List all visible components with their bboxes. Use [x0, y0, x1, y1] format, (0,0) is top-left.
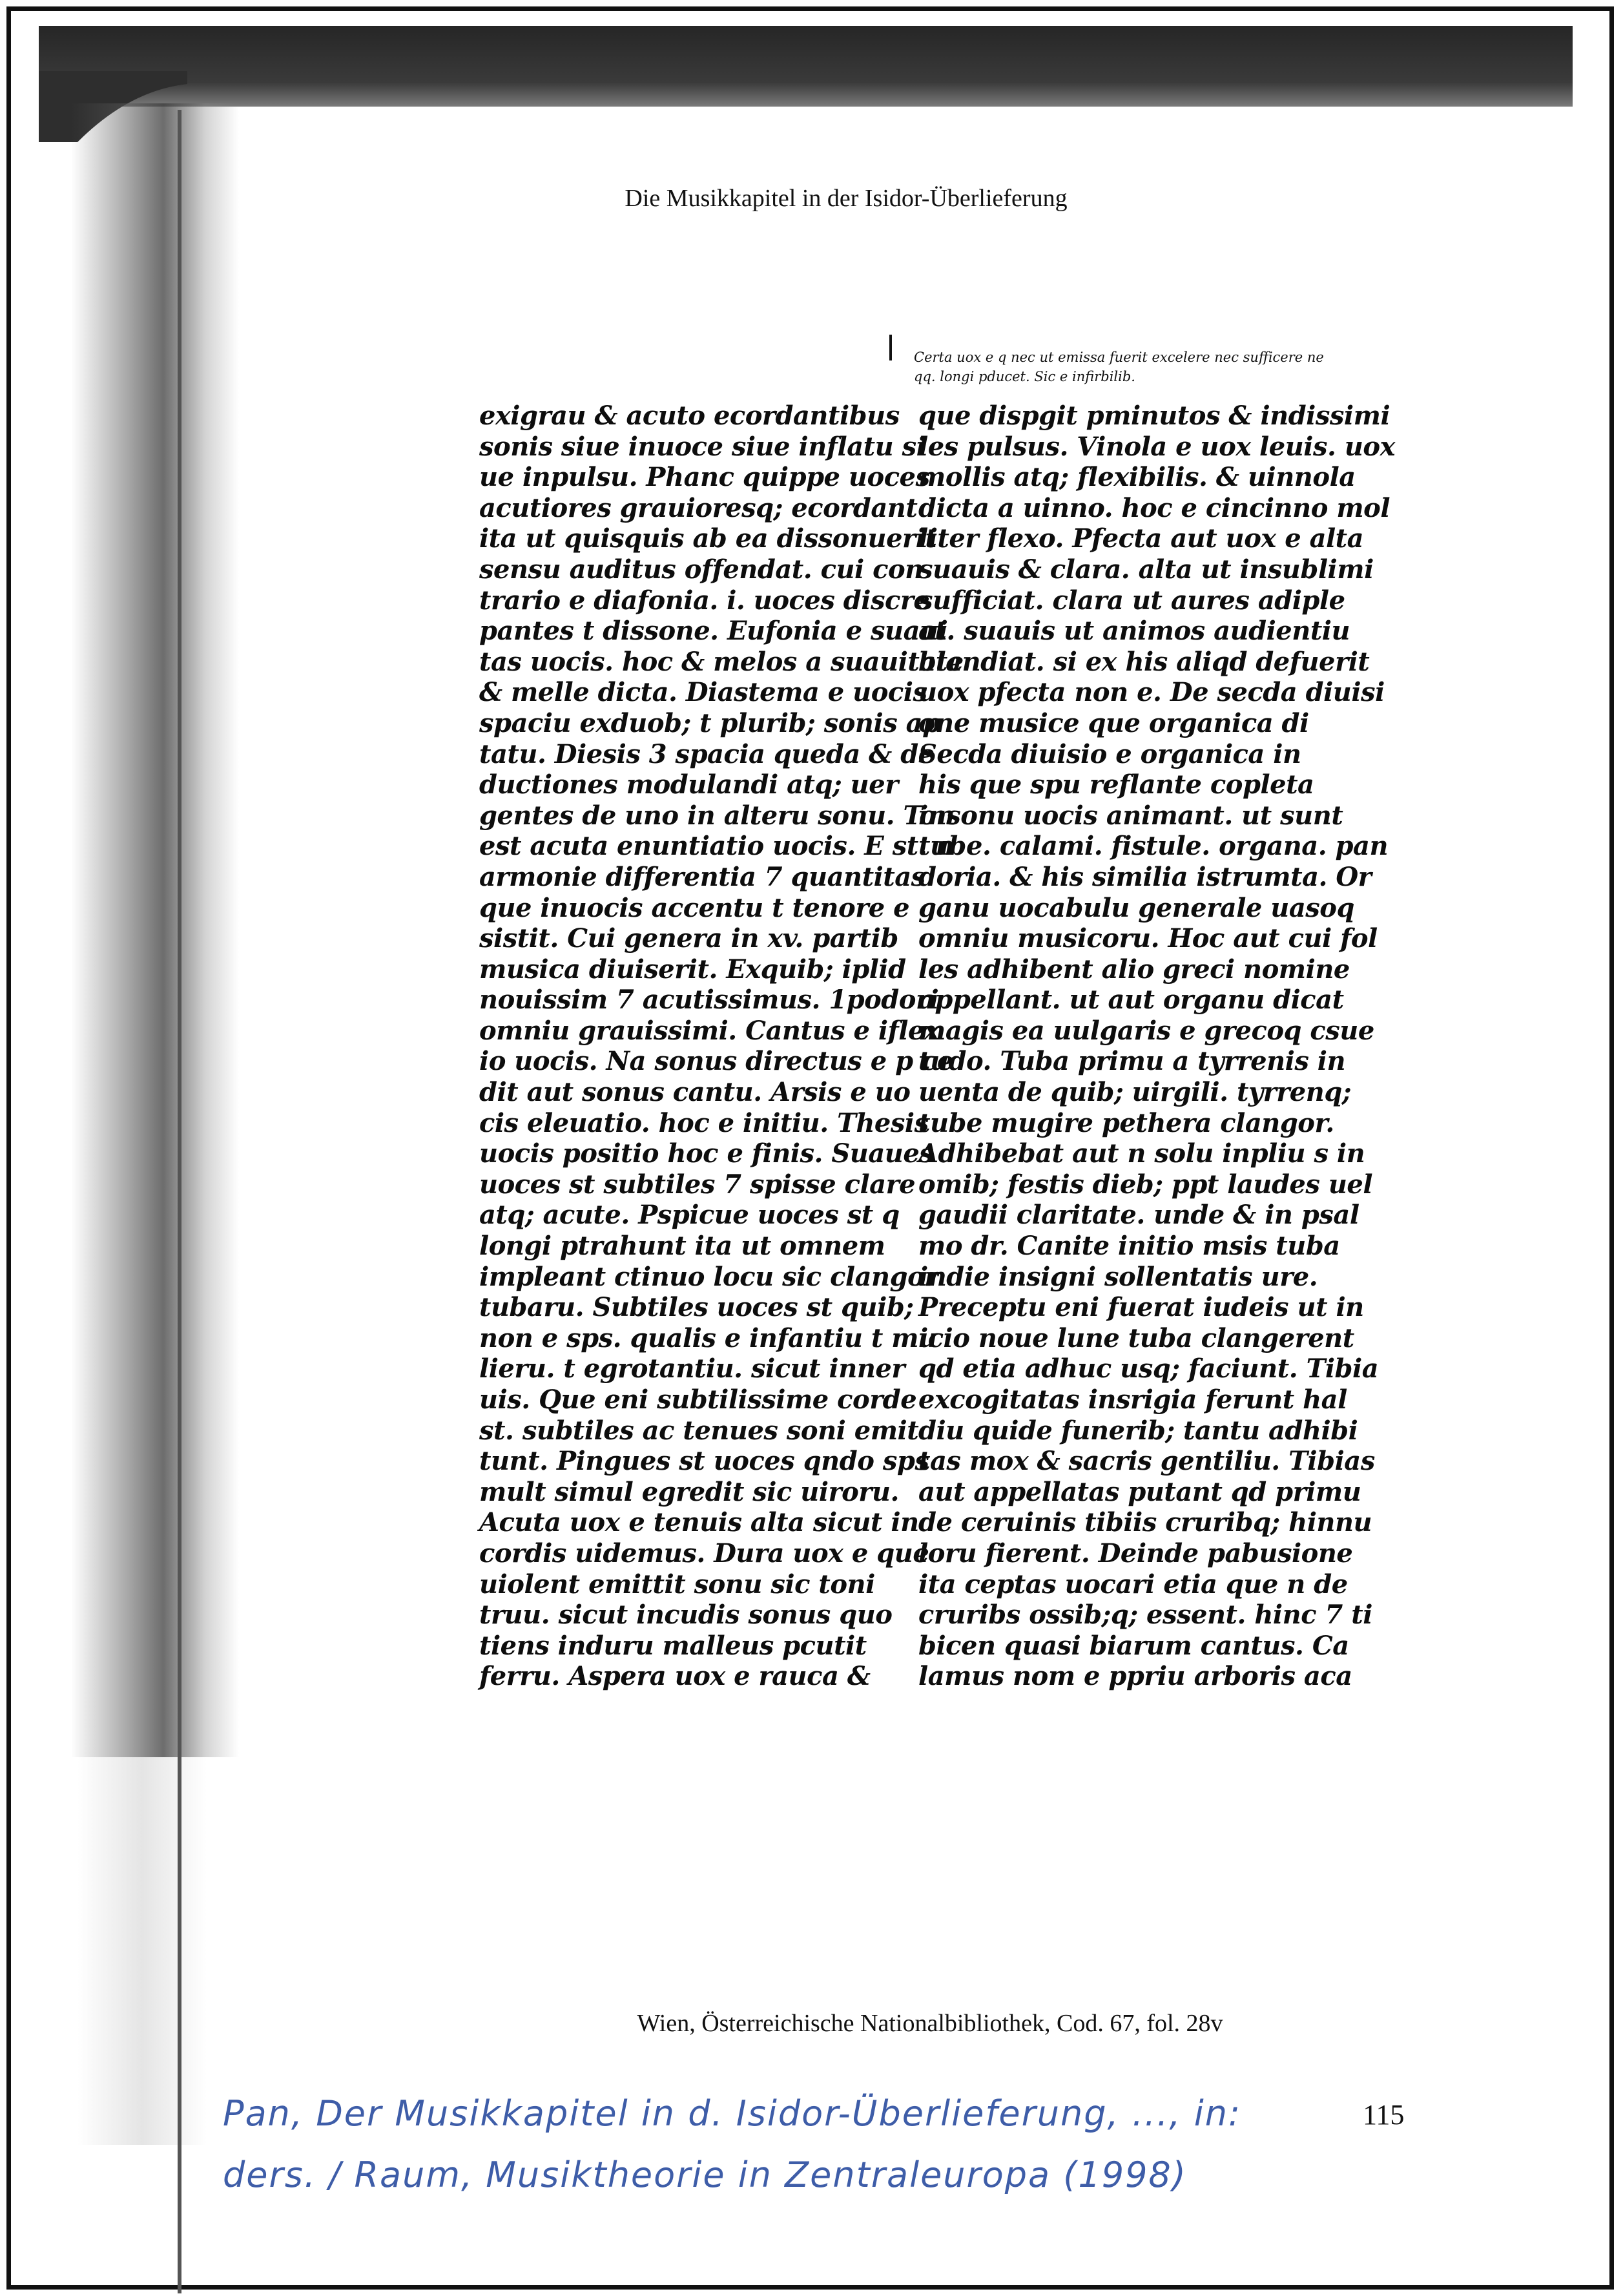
manuscript-line: sufficiat. clara ut aures adiple	[918, 585, 1345, 616]
manuscript-line: spaciu exduob; t plurib; sonis ap	[479, 707, 940, 738]
manuscript-line: tas uocis. hoc & melos a suauitate	[479, 646, 964, 677]
manuscript-line: est acuta enuntiatio uocis. E st. n	[479, 831, 955, 862]
manuscript-line: lamus nom e ppriu arboris aca	[918, 1661, 1352, 1692]
page-number: 115	[1363, 2099, 1405, 2131]
marginal-note-line: qq. longi pducet. Sic e infirbilib.	[914, 369, 1135, 384]
manuscript-line: one musice que organica di	[918, 707, 1309, 738]
marginal-note-line: Certa uox e q nec ut emissa fuerit excelere nec sufficere ne	[914, 350, 1324, 365]
marginal-note	[914, 348, 1385, 386]
manuscript-line: & melle dicta. Diastema e uocis	[479, 677, 927, 708]
manuscript-line: les pulsus. Vinola e uox leuis. uox	[918, 431, 1395, 462]
manuscript-line: tunt. Pingues st uoces qndo sps	[479, 1446, 929, 1477]
manuscript-line: mo dr. Canite initio msis tuba	[918, 1231, 1340, 1262]
manuscript-line: uox pfecta non e. De secda diuisi	[918, 677, 1385, 708]
manuscript-line: cruribs ossib;q; essent. hinc 7 ti	[918, 1600, 1372, 1631]
manuscript-line: io uocis. Na sonus directus e p ce	[479, 1046, 953, 1077]
manuscript-line: Acuta uox e tenuis alta sicut in	[479, 1507, 919, 1538]
manuscript-line: Secda diuisio e organica in	[918, 738, 1301, 769]
manuscript-line: que dispgit pminutos & indissimi	[918, 401, 1390, 431]
manuscript-line: liter flexo. Pfecta aut uox e alta	[918, 523, 1364, 554]
manuscript-line: atq; acute. Pspicue uoces st q	[479, 1200, 900, 1231]
manuscript-line: tudo. Tuba primu a tyrrenis in	[918, 1046, 1346, 1077]
manuscript-line: non e sps. qualis e infantiu t mu	[479, 1322, 937, 1353]
manuscript-line: doria. & his similia istrumta. Or	[918, 861, 1372, 892]
manuscript-line: pantes t dissone. Eufonia e suaui	[479, 616, 948, 647]
manuscript-line: omib; festis dieb; ppt laudes uel	[918, 1169, 1373, 1200]
figure-caption: Wien, Österreichische Nationalbibliothek, Cod. 67, fol. 28v	[637, 2010, 1223, 2037]
manuscript-line: suauis & clara. alta ut insublimi	[918, 554, 1374, 585]
binding-gutter-shadow	[71, 103, 239, 1757]
manuscript-line: ita ut quisquis ab ea dissonuerit	[479, 523, 937, 554]
manuscript-line: diu quide funerib; tantu adhibi	[918, 1415, 1358, 1446]
manuscript-line: impleant ctinuo locu sic clangor	[479, 1261, 938, 1292]
manuscript-line: excogitatas insrigia ferunt hal	[918, 1384, 1347, 1415]
manuscript-line: tubaru. Subtiles uoces st quib;	[479, 1292, 914, 1323]
manuscript-line: loru fierent. Deinde pabusione	[918, 1538, 1353, 1569]
manuscript-line: uis. Que eni subtilissime corde	[479, 1384, 917, 1415]
running-title: Die Musikkapitel in der Isidor-Überlieferung	[625, 185, 1068, 212]
manuscript-line: sensu auditus offendat. cui con	[479, 554, 924, 585]
manuscript-line: cis eleuatio. hoc e initiu. Thesis	[479, 1107, 929, 1138]
manuscript-line: appellant. ut aut organu dicat	[918, 985, 1344, 1016]
manuscript-line: uoces st subtiles 7 spisse clare	[479, 1169, 916, 1200]
manuscript-line: musica diuiserit. Exquib; iplid	[479, 954, 906, 985]
manuscript-line: omniu musicoru. Hoc aut cui fol	[918, 923, 1378, 954]
manuscript-line: his que spu reflante copleta	[918, 769, 1314, 800]
manuscript-line: armonie differentia 7 quantitas	[479, 861, 925, 892]
manuscript-line: Preceptu eni fuerat iudeis ut in	[918, 1292, 1364, 1323]
manuscript-line: ita ceptas uocari etia que n de	[918, 1569, 1348, 1600]
manuscript-line: icio noue lune tuba clangerent	[918, 1322, 1354, 1353]
manuscript-line: qd etia adhuc usq; faciunt. Tibia	[918, 1353, 1379, 1384]
manuscript-line: dit aut sonus cantu. Arsis e uo	[479, 1077, 911, 1108]
manuscript-line: cordis uidemus. Dura uox e que	[479, 1538, 929, 1569]
manuscript-line: ganu uocabulu generale uasoq	[918, 892, 1354, 923]
handwritten-citation-line-2: ders. / Raum, Musiktheorie in Zentraleuropa (1998)	[223, 2155, 1187, 2195]
manuscript-line: ductiones modulandi atq; uer	[479, 769, 898, 800]
manuscript-line: truu. sicut incudis sonus quo	[479, 1600, 893, 1631]
manuscript-line: Adhibebat aut n solu inpliu s in	[918, 1138, 1365, 1169]
manuscript-line: tatu. Diesis 3 spacia queda & de	[479, 738, 935, 769]
manuscript-line: acutiores grauioresq; ecordant	[479, 492, 918, 523]
manuscript-line: gentes de uno in alteru sonu. Ton	[479, 800, 955, 831]
manuscript-line: sonis siue inuoce siue inflatu si	[479, 431, 926, 462]
scan-top-shadow	[39, 26, 1573, 107]
binding-gutter-shadow-lower	[78, 1757, 207, 2145]
manuscript-line: ue inpulsu. Phanc quippe uoces	[479, 462, 930, 493]
manuscript-line: trario e diafonia. i. uoces discre	[479, 585, 930, 616]
manuscript-line: indie insigni sollentatis ure.	[918, 1261, 1318, 1292]
manuscript-line: st. subtiles ac tenues soni emit	[479, 1415, 919, 1446]
manuscript-line: sistit. Cui genera in xv. partib	[479, 923, 898, 954]
manuscript-line: lieru. t egrotantiu. sicut inner	[479, 1353, 905, 1384]
binding-spine-line	[178, 110, 181, 2293]
manuscript-line: magis ea uulgaris e grecoq csue	[918, 1015, 1374, 1046]
manuscript-line: que inuocis accentu t tenore e	[479, 892, 910, 923]
manuscript-line: mollis atq; flexibilis. & uinnola	[918, 462, 1356, 493]
handwritten-citation-line-1: Pan, Der Musikkapitel in d. Isidor-Überlieferung, ..., in:	[223, 2093, 1242, 2134]
manuscript-line: insonu uocis animant. ut sunt	[918, 800, 1343, 831]
manuscript-line: dicta a uinno. hoc e cincinno mol	[918, 492, 1390, 523]
manuscript-right-column	[918, 401, 1395, 1770]
manuscript-line: bicen quasi biarum cantus. Ca	[918, 1630, 1349, 1661]
manuscript-line: omniu grauissimi. Cantus e iflex	[479, 1015, 940, 1046]
marginal-note-mark	[889, 335, 892, 360]
manuscript-line: longi ptrahunt ita ut omnem	[479, 1231, 885, 1262]
manuscript-line: tube. calami. fistule. organa. pan	[918, 831, 1389, 862]
manuscript-line: les adhibent alio greci nomine	[918, 954, 1350, 985]
manuscript-line: ferru. Aspera uox e rauca &	[479, 1661, 871, 1692]
manuscript-line: mult simul egredit sic uiroru.	[479, 1476, 899, 1507]
manuscript-line: de ceruinis tibiis cruribq; hinnu	[918, 1507, 1372, 1538]
manuscript-line: tiens induru malleus pcutit	[479, 1630, 867, 1661]
manuscript-line: exigrau & acuto ecordantibus	[479, 401, 900, 431]
manuscript-line: at. suauis ut animos audientiu	[918, 616, 1350, 647]
manuscript-line: nouissim 7 acutissimus. 1podori	[479, 985, 939, 1016]
manuscript-left-column	[479, 401, 964, 1770]
manuscript-line: uiolent emittit sonu sic toni	[479, 1569, 875, 1600]
manuscript-line: uocis positio hoc e finis. Suaues	[479, 1138, 934, 1169]
manuscript-line: gaudii claritate. unde & in psal	[918, 1200, 1359, 1231]
manuscript-line: aut appellatas putant qd primu	[918, 1476, 1361, 1507]
manuscript-line: tube mugire pethera clangor.	[918, 1107, 1334, 1138]
manuscript-line: uenta de quib; uirgili. tyrrenq;	[918, 1077, 1352, 1108]
manuscript-line: blandiat. si ex his aliqd defuerit	[918, 646, 1370, 677]
manuscript-line: tas mox & sacris gentiliu. Tibias	[918, 1446, 1375, 1477]
